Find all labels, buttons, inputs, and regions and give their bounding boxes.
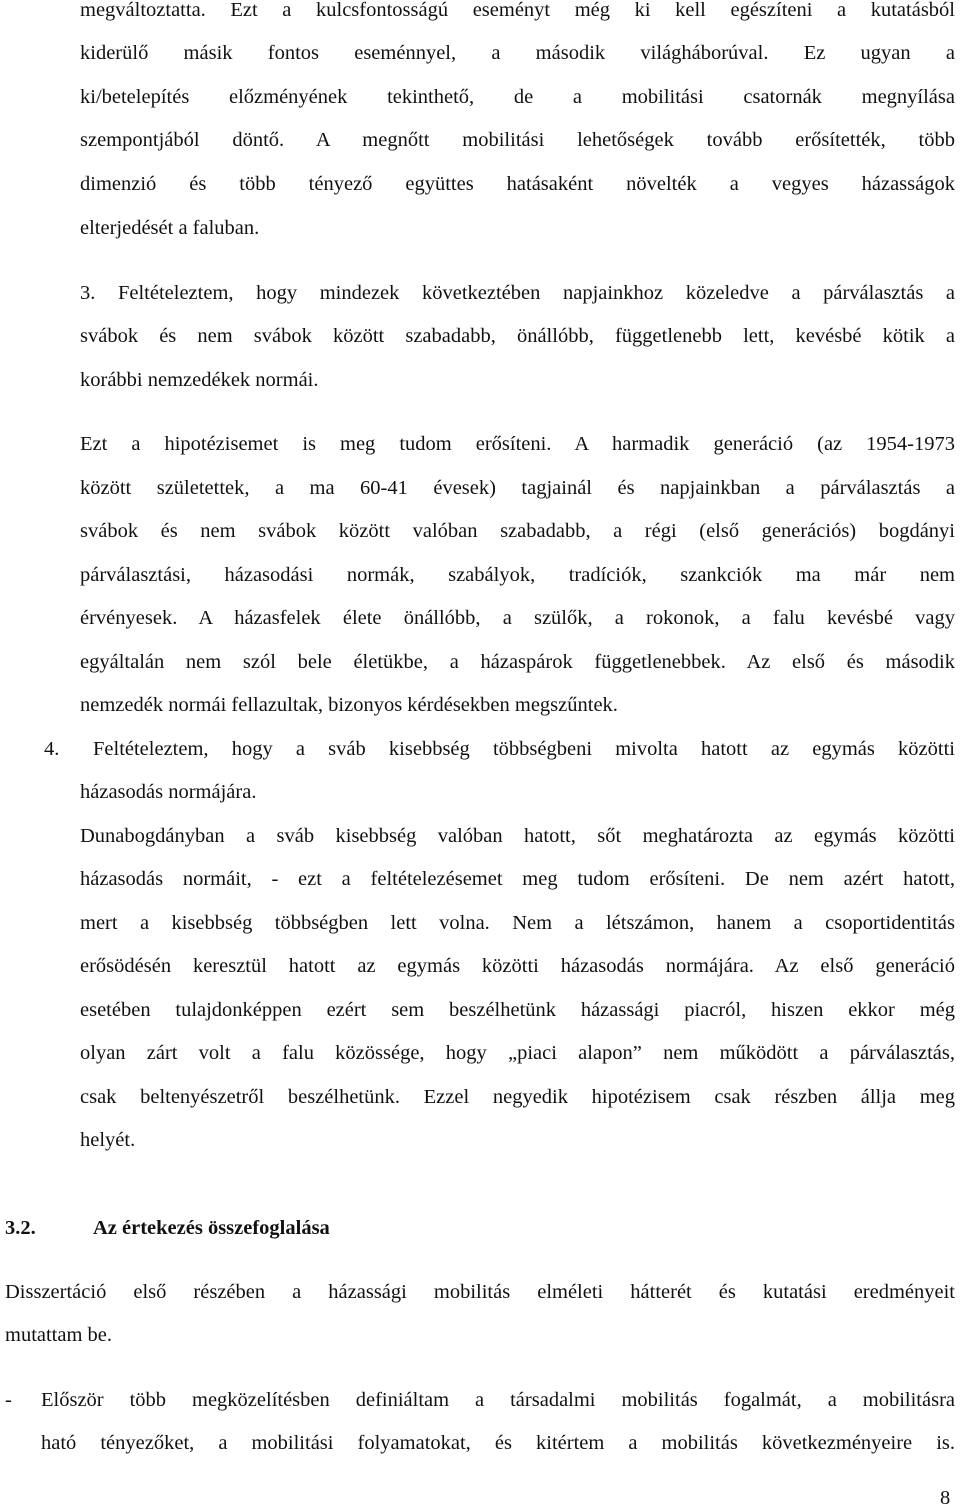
text-line: korábbi nemzedékek normái. <box>80 369 319 391</box>
text-line: kiderülő másik fontos eseménnyel, a második világháborúval. Ez ugyan a <box>80 42 955 64</box>
text-line: dimenzió és több tényező együttes hatásaként növelték a vegyes házasságok <box>80 173 955 195</box>
text-line: Először több megközelítésben definiáltam a társadalmi mobilitás fogalmát, a mobilitásra <box>41 1389 955 1411</box>
bullet-marker: - <box>5 1389 12 1411</box>
page-number: 8 <box>940 1487 951 1509</box>
section-title: Az értekezés összefoglalása <box>93 1217 330 1239</box>
text-line: Feltételeztem, hogy a sváb kisebbség többségbeni mivolta hatott az egymás közötti <box>93 738 955 760</box>
text-line: Ezt a hipotézisemet is meg tudom erősíteni. A harmadik generáció (az 1954-1973 <box>80 433 955 455</box>
text-line: mert a kisebbség többségben lett volna. Nem a létszámon, hanem a csoportidentitás <box>80 912 955 934</box>
text-line: svábok és nem svábok között valóban szabadabb, a régi (első generációs) bogdányi <box>80 520 955 542</box>
text-line: esetében tulajdonképpen ezért sem beszélhetünk házassági piacról, hiszen ekkor még <box>80 999 955 1021</box>
text-line: Disszertáció első részében a házassági mobilitás elméleti hátterét és kutatási eredményeit <box>5 1281 955 1303</box>
section-number: 3.2. <box>5 1217 36 1239</box>
text-line: házasodás normájára. <box>80 781 257 803</box>
text-line: nemzedék normái fellazultak, bizonyos kérdésekben megszűntek. <box>80 694 618 716</box>
text-line: csak beltenyészetről beszélhetünk. Ezzel negyedik hipotézisem csak részben állja meg <box>80 1086 955 1108</box>
text-line: elterjedését a faluban. <box>80 217 260 239</box>
text-line: között születettek, a ma 60-41 évesek) tagjainál és napjainkban a párválasztás a <box>80 477 955 499</box>
text-line: ható tényezőket, a mobilitási folyamatokat, és kitértem a mobilitás következményeire is. <box>41 1432 955 1454</box>
text-line: ki/betelepítés előzményének tekinthető, de a mobilitási csatornák megnyílása <box>80 86 955 108</box>
text-line: Dunabogdányban a sváb kisebbség valóban hatott, sőt meghatározta az egymás közötti <box>80 825 955 847</box>
text-line: érvényesek. A házasfelek élete önállóbb, a szülők, a rokonok, a falu kevésbé vagy <box>80 607 955 629</box>
text-line: megváltoztatta. Ezt a kulcsfontosságú eseményt még ki kell egészíteni a kutatásból <box>80 0 955 21</box>
text-line: egyáltalán nem szól bele életükbe, a házaspárok függetlenebbek. Az első és második <box>80 651 955 673</box>
text-line: házasodás normáit, - ezt a feltételezésemet meg tudom erősíteni. De nem azért hatott, <box>80 868 955 890</box>
text-line: mutattam be. <box>5 1324 113 1346</box>
text-line: svábok és nem svábok között szabadabb, önállóbb, függetlenebb lett, kevésbé kötik a <box>80 325 955 347</box>
text-line: szempontjából döntő. A megnőtt mobilitási lehetőségek tovább erősítették, több <box>80 129 955 151</box>
text-line: párválasztási, házasodási normák, szabályok, tradíciók, szankciók ma már nem <box>80 564 955 586</box>
text-line: erősödésén keresztül hatott az egymás közötti házasodás normájára. Az első generáció <box>80 955 955 977</box>
text-line: helyét. <box>80 1129 136 1151</box>
text-line: olyan zárt volt a falu közössége, hogy „piaci alapon” nem működött a párválasztás, <box>80 1042 955 1064</box>
list-number: 4. <box>44 738 60 760</box>
text-line: 3. Feltételeztem, hogy mindezek következtében napjainkhoz közeledve a párválasztás a <box>80 282 955 304</box>
